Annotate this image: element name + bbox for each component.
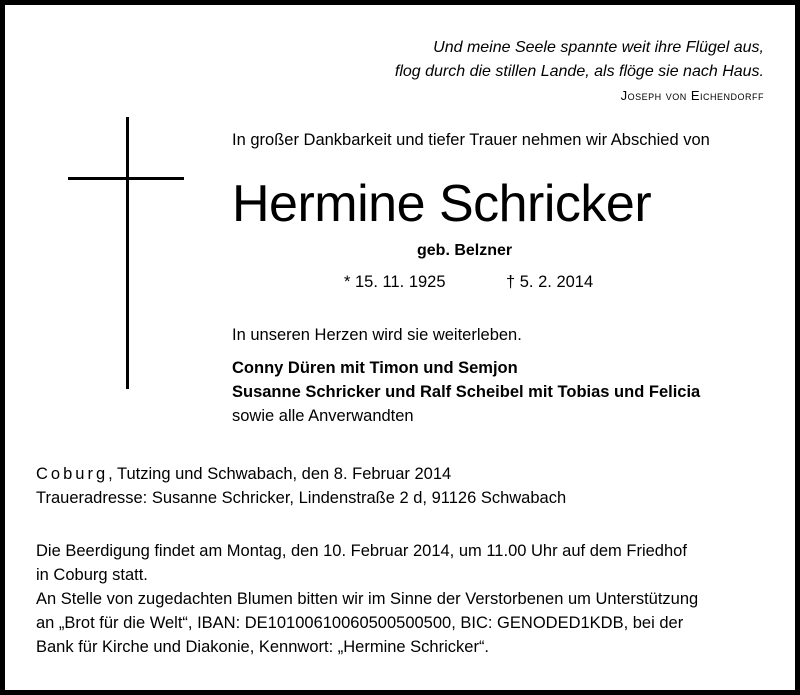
mourning-address: Traueradresse: Susanne Schricker, Lindenstraße 2 d, 91126 Schwabach: [36, 489, 567, 507]
poem-line: flog durch die stillen Lande, als flöge sie nach Haus.: [394, 63, 764, 80]
mourner-line: Conny Düren mit Timon und Semjon: [232, 359, 518, 377]
birth-date: * 15. 11. 1925: [344, 273, 446, 291]
mourners: [232, 356, 700, 428]
deceased-name: Hermine Schricker: [232, 175, 652, 233]
intro-text: In großer Dankbarkeit und tiefer Trauer nehmen wir Abschied von: [232, 131, 710, 149]
place-line: [36, 462, 566, 486]
poem-author: Joseph von Eichendorff: [620, 88, 764, 103]
service-line: Die Beerdigung findet am Montag, den 10. Februar 2014, um 11.00 Uhr auf dem Friedhof: [36, 542, 687, 560]
funeral-details: [36, 539, 766, 659]
mourner-line: sowie alle Anverwandten: [232, 407, 414, 425]
cross-icon: [126, 117, 129, 389]
mourner-line: Susanne Schricker und Ralf Scheibel mit Tobias und Felicia: [232, 383, 701, 401]
poem-line: Und meine Seele spannte weit ihre Flügel aus,: [433, 39, 764, 56]
service-line: an „Brot für die Welt“, IBAN: DE10100610060500500500, BIC: GENODED1KDB, bei der: [36, 614, 684, 632]
city-name: Coburg: [36, 465, 109, 483]
place-rest: , Tutzing und Schwabach, den 8. Februar 2014: [108, 465, 452, 483]
place-and-date: [36, 462, 566, 510]
motto: In unseren Herzen wird sie weiterleben.: [232, 326, 522, 344]
death-date: † 5. 2. 2014: [506, 273, 594, 291]
maiden-name: geb. Belzner: [417, 242, 513, 259]
cross-icon-bar: [68, 177, 184, 180]
service-line: Bank für Kirche und Diakonie, Kennwort: „Hermine Schricker“.: [36, 638, 490, 656]
service-line: An Stelle von zugedachten Blumen bitten wir im Sinne der Verstorbenen um Unterstützung: [36, 590, 699, 608]
service-line: in Coburg statt.: [36, 566, 148, 584]
poem: [395, 36, 764, 84]
